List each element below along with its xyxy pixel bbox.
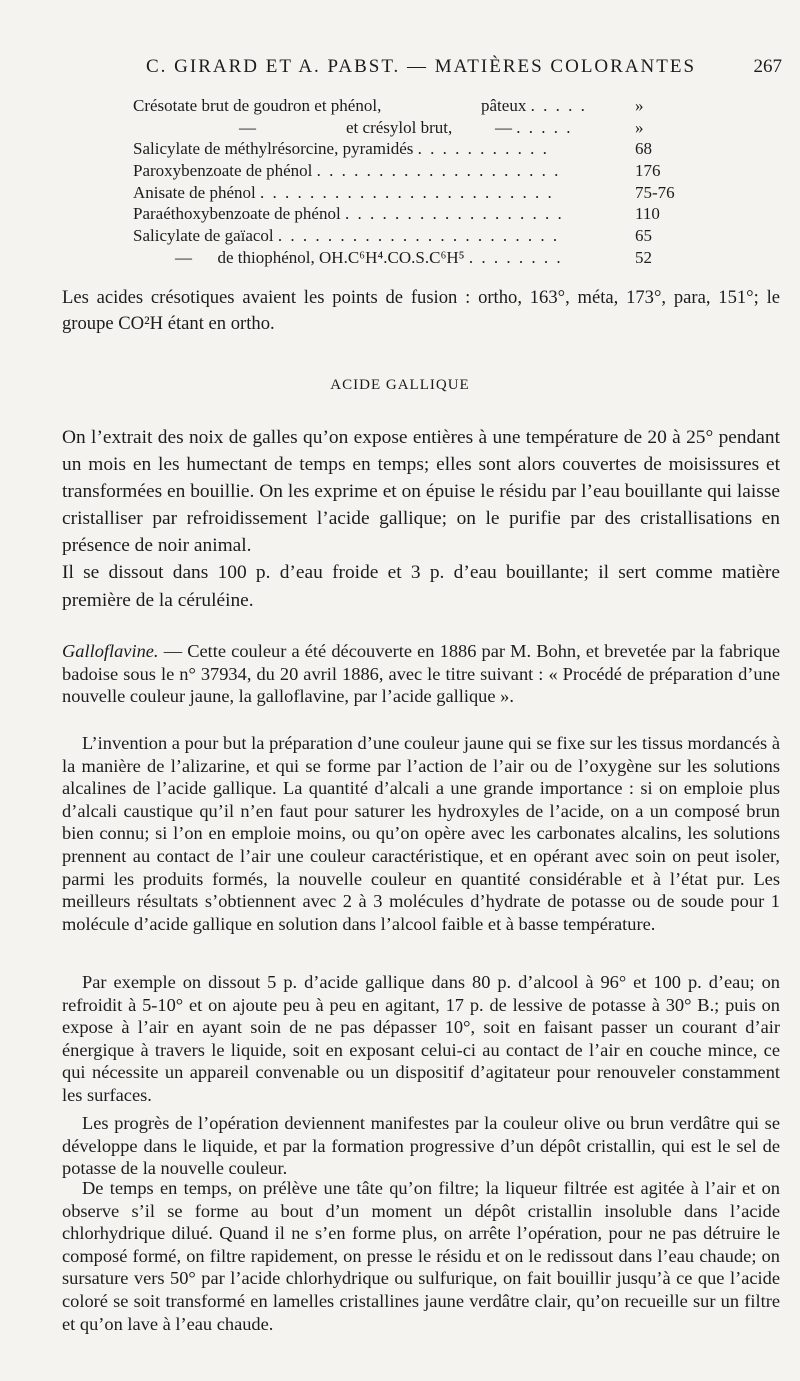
paragraph-invention (62, 732, 780, 935)
table-row-label: Salicylate de méthylrésorcine, pyramidés . . . . . . . . . . . (133, 139, 549, 159)
table-row-value: 65 (635, 226, 652, 246)
table-row-value: » (635, 117, 644, 137)
table-row-note: pâteux . . . . . (481, 96, 587, 115)
running-title: C. GIRARD ET A. PABST. — MATIÈRES COLORANTES (146, 56, 697, 77)
table-row (133, 117, 673, 139)
paragraph-extraction: On l’extrait des noix de galles qu’on expose entières à une température de 20 à 25° pendant un mois en les humectant de temps en temps; elles sont alors couvertes de moisissures et transformées en bouillie. On les exprime et on épuise le résidu par l’eau bouillante qui laisse cristalliser par refroidissement l’acide gallique; on le purifie par des cristallisations en présence de noir animal. (62, 427, 780, 557)
table-row (133, 138, 673, 160)
table-row-note: — . . . . . (495, 117, 573, 137)
table-row (133, 182, 673, 204)
paragraph-solubility: Il se dissout dans 100 p. d’eau froide et 3 p. d’eau bouillante; il sert comme matière première de la céruléine. (62, 562, 780, 611)
paragraph-sampling (62, 1177, 780, 1335)
table-row-label: Paroxybenzoate de phénol . . . . . . . . . . . . . . . . . . . . (133, 161, 561, 181)
paragraph-progress (62, 1112, 780, 1180)
table-row-value: » (635, 96, 644, 115)
running-header (146, 56, 782, 84)
paragraph-cresotic-acids: Les acides crésotiques avaient les points de fusion : ortho, 163°, méta, 173°, para, 151°; le groupe CO²H étant en ortho. (62, 287, 780, 334)
table-row (133, 247, 673, 269)
compound-table (133, 95, 673, 269)
table-row (133, 95, 673, 117)
table-row-note: et crésylol brut, (346, 117, 453, 137)
galloflavine-lead: Galloflavine. (62, 641, 159, 661)
table-row-label: Anisate de phénol . . . . . . . . . . . . . . . . . . . . . . . . (133, 182, 554, 202)
table-row (133, 203, 673, 225)
table-row-value: 110 (635, 204, 660, 224)
table-row-label: Crésotate brut de goudron et phénol, (133, 96, 382, 115)
table-row-value: 52 (635, 247, 652, 267)
table-row (133, 225, 673, 247)
table-row-label: Paraéthoxybenzoate de phénol . . . . . . . . . . . . . . . . . . (133, 204, 564, 224)
paragraph-gallic-acid-extraction (62, 424, 780, 614)
table-row-value: 176 (635, 161, 661, 181)
invention-text: L’invention a pour but la préparation d’une couleur jaune qui se fixe sur les tissus mordancés à la manière de l’alizarine, et qui se forme par l’action de l’air ou de l’oxygène sur les solutions alcalines de l’acide gallique. La quantité d’alcali a une grande importance : si on emploie plus d’alcali caustique qu’il n’en faut pour saturer les hydroxyles de l’acide, on a un composé brun bien connu; si l’on en emploie moins, ou qu’on opère avec les carbonates alcalins, les solutions prennent au contact de l’air une couleur caractéristique, et en opérant avec soin on peut isoler, parmi les produits formés, la nouvelle couleur en quantité considérable et à l’état pur. Les meilleurs résultats s’obtiennent avec 2 à 3 molécules d’hydrate de potasse ou de soude pour 1 molécule d’acide gallique en solution dans l’alcool faible et à basse température. (62, 733, 780, 934)
table-row (133, 160, 673, 182)
page-number: 267 (753, 56, 782, 77)
paragraph-example (62, 971, 780, 1107)
paragraph-galloflavine (62, 640, 780, 708)
table-row-value: 75-76 (635, 182, 675, 202)
table-row-label: — de thiophénol, OH.C⁶H⁴.CO.S.C⁶H⁵ . . . . . . . . (175, 247, 563, 267)
table-row-value: 68 (635, 139, 652, 159)
example-text: Par exemple on dissout 5 p. d’acide gallique dans 80 p. d’alcool à 96° et 100 p. d’eau; on refroidit à 5-10° et on ajoute peu à peu en agitant, 17 p. de lessive de potasse à 30° B.; puis on expose à l’air en ayant soin de ne pas dépasser 10°, soit en faisant passer un courant d’air énergique à travers le liquide, soit en exposant celui-ci au contact de l’air en couche mince, ce qui nécessite un appareil convenable ou un dispositif d’agitateur pour renouveler constamment les surfaces. (62, 972, 780, 1105)
sampling-text: De temps en temps, on prélève une tâte qu’on filtre; la liqueur filtrée est agitée à l’air et on observe s’il se forme au bout d’un moment un dépôt cristallin insoluble dans l’acide chlorhydrique dilué. Quand il ne s’en forme plus, on arrête l’opération, pour ne pas détruire le composé formé, on filtre rapidement, on presse le résidu et on le redissout dans l’eau chaude; on sursature vers 50° par l’acide chlorhydrique ou sulfurique, on fait bouillir jusqu’à ce que l’acide coloré se soit transformé en lamelles cristallines jaune verdâtre clair, qu’on recueille sur un filtre et qu’on lave à l’eau chaude. (62, 1178, 780, 1334)
table-row-label: Salicylate de gaïacol . . . . . . . . . . . . . . . . . . . . . . . (133, 226, 560, 246)
progress-text: Les progrès de l’opération deviennent manifestes par la couleur olive ou brun verdâtre qui se développe dans le liquide, et par la formation progressive d’un dépôt cristallin, qui est le sel de potasse de la nouvelle couleur. (62, 1113, 780, 1179)
table-row-label: — (239, 117, 256, 137)
section-title: ACIDE GALLIQUE (330, 377, 470, 393)
galloflavine-text: — Cette couleur a été découverte en 1886 par M. Bohn, et brevetée par la fabrique badoise sous le n° 37934, du 20 avril 1886, avec le titre suivant : « Procédé de préparation d’une nouvelle couleur jaune, la galloflavine, par l’acide gallique ». (62, 641, 780, 707)
